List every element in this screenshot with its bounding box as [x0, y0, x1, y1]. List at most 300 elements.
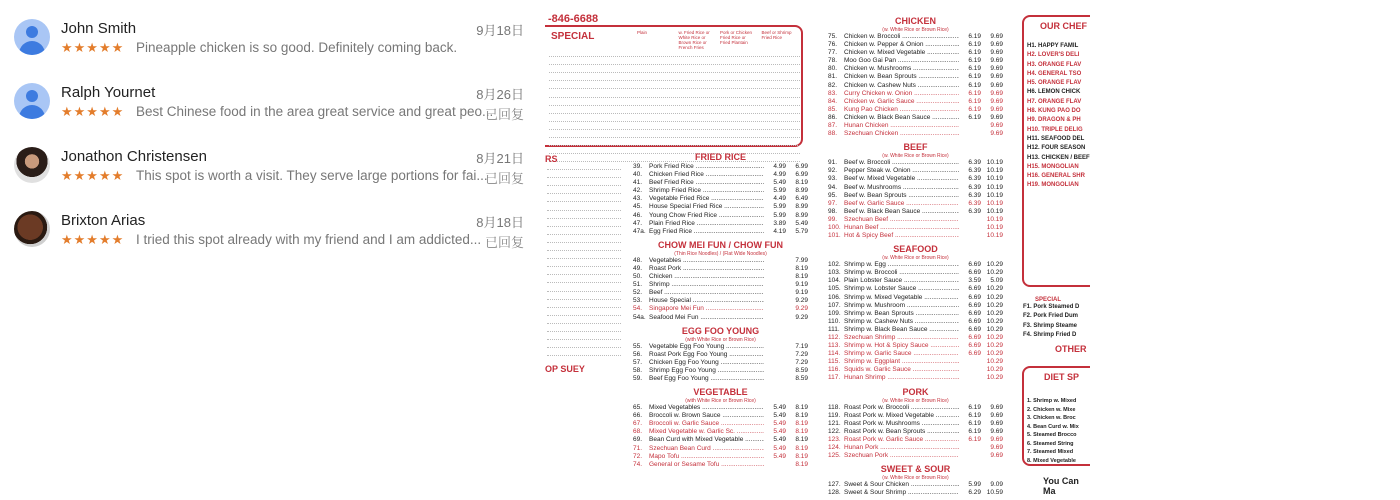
- menu-footer: You Can Ma: [1043, 476, 1079, 496]
- item-number: 78.: [828, 57, 838, 65]
- item-name: Broccoli w. Garlic Sauce .....: [649, 420, 764, 428]
- menu-item: [828, 318, 1003, 326]
- item-name: Mixed Vegetable w. Garlic Sc. .....: [649, 428, 764, 436]
- menu-row-filler: [547, 308, 621, 316]
- item-number: 116.: [828, 366, 841, 374]
- item-price-pt: [764, 265, 786, 273]
- menu-item: [828, 192, 1003, 200]
- menu-item: [633, 187, 808, 195]
- item-price-qt: 9.19: [795, 289, 808, 297]
- item-price-pt: [959, 224, 981, 232]
- item-number: 51.: [633, 281, 643, 289]
- menu-item: [828, 261, 1003, 269]
- item-price-qt: 9.69: [990, 89, 1003, 97]
- item-name: Mapo Tofu .....: [649, 453, 764, 461]
- menu-item: [828, 404, 1003, 412]
- item-name: Szechuan Shrimp .....: [844, 334, 959, 342]
- menu-item: H5. ORANGE FLAV: [1027, 80, 1082, 87]
- menu-item: H6. LEMON CHICK: [1027, 89, 1081, 96]
- menu-item: [633, 273, 808, 281]
- item-number: 46.: [633, 211, 643, 219]
- item-name: Beef w. Black Bean Sauce .....: [844, 208, 959, 216]
- item-price-qt: 5.79: [795, 227, 808, 235]
- chef-box: [1022, 15, 1090, 287]
- review-item[interactable]: [0, 194, 540, 258]
- item-number: 98.: [828, 207, 838, 215]
- item-name: Bean Curd with Mixed Vegetable .....: [649, 436, 764, 444]
- menu-item: H19. MONGOLIAN: [1027, 182, 1079, 189]
- menu-item: H1. HAPPY FAMIL: [1027, 43, 1079, 49]
- item-number: 42.: [633, 187, 643, 195]
- item-price-pt: 6.19: [968, 411, 981, 419]
- item-price-pt: 6.19: [968, 65, 981, 73]
- item-price-qt: 9.69: [990, 452, 1003, 460]
- item-name: Pork Fried Rice .....: [649, 163, 764, 171]
- menu-item: [828, 326, 1003, 334]
- item-name: Shrimp w. Bean Sprouts .....: [844, 310, 959, 318]
- menu-item: [633, 257, 808, 265]
- avatar[interactable]: [14, 83, 50, 119]
- menu-row-filler: [547, 162, 621, 170]
- menu-item: 1. Shrimp w. Mixed: [1027, 398, 1077, 404]
- item-name: Hunan Beef .....: [844, 224, 959, 232]
- item-price-pt: 6.39: [968, 159, 981, 167]
- section-subtitle: (w. White Rice or Brown Rice): [882, 475, 949, 482]
- item-name: Shrimp w. Egg .....: [844, 261, 959, 269]
- review-item[interactable]: [0, 130, 540, 194]
- item-number: 110.: [828, 317, 841, 325]
- item-number: 94.: [828, 183, 838, 191]
- menu-item: [828, 106, 1003, 114]
- star-rating: ★★★★★: [61, 104, 125, 119]
- menu-item: [828, 294, 1003, 302]
- menu-row-filler: [547, 292, 621, 300]
- item-price-qt: 9.69: [990, 97, 1003, 105]
- menu-item: [633, 461, 808, 469]
- item-price-pt: 6.69: [968, 309, 981, 317]
- item-price-pt: [764, 351, 786, 359]
- reviewer-name: John Smith: [61, 20, 137, 37]
- item-number: 93.: [828, 175, 838, 183]
- item-number: 80.: [828, 65, 838, 73]
- menu-item: [633, 220, 808, 228]
- item-name: Shrimp w. Eggplant .....: [844, 358, 959, 366]
- item-number: 115.: [828, 358, 841, 366]
- item-name: Szechuan Bean Curd .....: [649, 445, 764, 453]
- item-number: 68.: [633, 428, 643, 436]
- item-price-pt: 5.49: [773, 452, 786, 460]
- menu-item: [828, 452, 1003, 460]
- item-price-qt: 10.29: [986, 325, 1003, 333]
- item-price-qt: 8.19: [795, 273, 808, 281]
- item-name: Hot & Spicy Beef .....: [844, 232, 959, 240]
- item-name: Moo Goo Gai Pan .....: [844, 57, 959, 65]
- menu-item: [633, 203, 808, 211]
- item-number: 67.: [633, 420, 643, 428]
- menu-row-filler: [549, 106, 800, 114]
- item-price-qt: 6.99: [795, 163, 808, 170]
- item-price-qt: 10.19: [986, 207, 1003, 215]
- review-item[interactable]: [0, 2, 540, 66]
- section-title: FRIED RICE: [694, 152, 746, 162]
- menu-item: [828, 342, 1003, 350]
- menu-item: [828, 90, 1003, 98]
- item-price-qt: 9.19: [795, 281, 808, 289]
- item-name: Szechuan Pork .....: [844, 452, 959, 460]
- menu-item: [633, 453, 808, 461]
- item-name: Kung Pao Chicken .....: [844, 106, 959, 114]
- item-price-qt: 5.09: [990, 277, 1003, 285]
- replied-status: 已回复: [484, 235, 524, 250]
- item-price-pt: 6.19: [968, 105, 981, 113]
- item-price-qt: 9.29: [795, 313, 808, 321]
- menu-item: [828, 73, 1003, 81]
- item-number: 53.: [633, 297, 643, 305]
- item-price-qt: 9.69: [990, 105, 1003, 113]
- item-number: 81.: [828, 73, 838, 81]
- menu-item: 6. Steamed String: [1027, 440, 1074, 447]
- review-date: 9月18日: [476, 23, 524, 38]
- item-name: Hunan Chicken .....: [844, 122, 959, 130]
- item-number: 50.: [633, 273, 643, 281]
- item-price-pt: [959, 122, 981, 130]
- item-price-pt: [764, 297, 786, 305]
- menu-item: [633, 195, 808, 203]
- menu-item: [633, 351, 808, 359]
- item-number: 103.: [828, 269, 841, 277]
- item-name: Vegetable Fried Rice .....: [649, 195, 764, 203]
- item-price-pt: 6.19: [968, 49, 981, 57]
- item-number: 69.: [633, 436, 643, 444]
- menu-row-filler: [549, 73, 800, 81]
- menu-item: [828, 277, 1003, 285]
- item-price-pt: 6.19: [968, 419, 981, 427]
- menu-row-filler: [547, 267, 621, 275]
- item-name: Roast Pork w. Bean Sprouts .....: [844, 428, 959, 436]
- item-price-pt: 6.39: [968, 175, 981, 183]
- item-name: Shrimp Egg Foo Young .....: [649, 367, 764, 375]
- menu-row-filler: [549, 114, 800, 122]
- item-name: Broccoli w. Brown Sauce .....: [649, 412, 764, 420]
- item-number: 97.: [828, 199, 838, 207]
- item-price-qt: 10.29: [986, 301, 1003, 309]
- item-price-pt: 5.99: [773, 203, 786, 211]
- menu-row-filler: [549, 138, 800, 146]
- item-price-pt: [764, 281, 786, 289]
- item-number: 86.: [828, 113, 838, 121]
- item-price-pt: 6.39: [968, 183, 981, 191]
- item-price-pt: 6.19: [968, 97, 981, 105]
- item-price-pt: [764, 257, 786, 265]
- item-price-pt: [764, 305, 786, 313]
- other-title: OTHER: [1055, 344, 1087, 354]
- item-price-pt: [959, 232, 981, 240]
- item-price-qt: 10.29: [986, 334, 1003, 341]
- item-price-qt: 10.29: [986, 269, 1003, 277]
- item-number: 99.: [828, 215, 838, 223]
- special-col-header: Pork or Chicken Fried Rice or Fried Plantain: [720, 30, 753, 45]
- item-number: 82.: [828, 81, 838, 89]
- menu-item: H3. ORANGE FLAV: [1027, 61, 1082, 68]
- reviews-list: [0, 0, 540, 500]
- menu-item: [828, 436, 1003, 444]
- menu-item: [828, 350, 1003, 358]
- item-number: 102.: [828, 261, 841, 269]
- menu-item: [633, 281, 808, 289]
- item-price-qt: 6.99: [795, 171, 808, 179]
- menu-item: [828, 302, 1003, 310]
- item-number: 91.: [828, 159, 838, 167]
- item-price-pt: 6.69: [968, 325, 981, 333]
- item-price-qt: 9.69: [990, 81, 1003, 89]
- menu-item: [633, 420, 808, 428]
- item-number: 54.: [633, 305, 643, 313]
- menu-item: [828, 122, 1003, 130]
- avatar[interactable]: [14, 19, 50, 55]
- section-subtitle: (w. White Rice or Brown Rice): [882, 255, 949, 262]
- menu-item: F3. Shrimp Steame: [1023, 322, 1078, 329]
- item-price-pt: 3.89: [773, 219, 786, 227]
- item-number: 56.: [633, 350, 643, 358]
- menu-item: [828, 428, 1003, 436]
- item-price-qt: 8.99: [795, 211, 808, 219]
- item-price-qt: 9.69: [990, 444, 1003, 452]
- item-name: Chicken w. Garlic Sauce .....: [844, 98, 959, 106]
- item-number: 47a.: [633, 227, 646, 235]
- item-price-pt: 6.19: [968, 427, 981, 435]
- menu-row-filler: [547, 283, 621, 291]
- section-title: EGG FOO YOUNG: [681, 325, 760, 336]
- item-price-qt: 10.29: [986, 358, 1003, 366]
- replied-status: 已回复: [484, 107, 524, 122]
- item-name: House Special .....: [649, 297, 764, 305]
- item-price-qt: 7.29: [795, 358, 808, 366]
- item-name: Hunan Shrimp .....: [844, 374, 959, 382]
- item-number: 54a.: [633, 313, 646, 321]
- item-price-qt: 9.69: [990, 57, 1003, 65]
- menu-row-filler: [547, 324, 621, 332]
- menu-item: [828, 420, 1003, 428]
- item-number: 40.: [633, 171, 643, 179]
- item-price-qt: 8.19: [795, 428, 808, 436]
- item-price-pt: 6.39: [968, 207, 981, 215]
- section-subtitle: (Thin Rice Noodles) / (Flat Wide Noodles): [674, 250, 767, 257]
- item-price-pt: 6.39: [968, 167, 981, 175]
- item-name: Shrimp w. Black Bean Sauce .....: [844, 326, 959, 334]
- item-name: Beef w. Bean Sprouts .....: [844, 192, 959, 200]
- col1-title2: OP SUEY: [545, 364, 585, 374]
- item-price-pt: [959, 358, 981, 366]
- menu-item: H7. ORANGE FLAV: [1027, 98, 1082, 105]
- item-number: 122.: [828, 427, 841, 435]
- menu-item: F2. Pork Fried Dum: [1023, 313, 1079, 320]
- item-name: Sweet & Sour Shrimp .....: [844, 489, 959, 497]
- menu-row-filler: [549, 57, 800, 65]
- item-price-pt: 6.19: [968, 403, 981, 411]
- menu-item: [828, 232, 1003, 240]
- review-text: Best Chinese food in the area great service and great peo...: [136, 104, 494, 119]
- item-name: Shrimp w. Hot & Spicy Sauce .....: [844, 342, 959, 350]
- item-number: 121.: [828, 419, 841, 427]
- menu-item: [828, 444, 1003, 452]
- avatar[interactable]: [14, 147, 50, 183]
- item-number: 101.: [828, 232, 841, 240]
- menu-item: 7. Steamed Mixed: [1027, 449, 1074, 456]
- menu-item: [828, 33, 1003, 41]
- review-text: Pineapple chicken is so good. Definitely coming back.: [136, 40, 458, 55]
- item-price-qt: 9.09: [990, 481, 1003, 489]
- menu-row-filler: [547, 243, 621, 251]
- item-number: 72.: [633, 452, 643, 460]
- item-price-pt: [764, 375, 786, 383]
- item-number: 100.: [828, 223, 841, 231]
- item-price-pt: [959, 452, 981, 460]
- item-number: 124.: [828, 444, 841, 452]
- menu-row-filler: [547, 348, 621, 356]
- item-name: Szechuan Beef .....: [844, 216, 959, 224]
- menu-item: [633, 297, 808, 305]
- item-number: 125.: [828, 452, 841, 460]
- item-name: Chicken w. Mixed Vegetable .....: [844, 49, 959, 57]
- item-price-qt: 10.19: [986, 199, 1003, 207]
- item-price-pt: 6.69: [968, 261, 981, 269]
- menu-row-filler: [547, 235, 621, 243]
- menu-item: [828, 200, 1003, 208]
- menu-item: [828, 49, 1003, 57]
- item-number: 95.: [828, 191, 838, 199]
- special-title: SPECIAL: [551, 31, 595, 42]
- item-number: 74.: [633, 460, 643, 468]
- menu-row-filler: [547, 219, 621, 227]
- item-name: Young Chow Fried Rice .....: [649, 212, 764, 220]
- menu-row-filler: [549, 130, 800, 138]
- item-price-qt: 9.69: [990, 403, 1003, 411]
- item-price-pt: [764, 273, 786, 281]
- item-price-qt: 10.29: [986, 293, 1003, 301]
- avatar[interactable]: [14, 211, 50, 247]
- item-name: House Special Fried Rice .....: [649, 203, 764, 211]
- item-price-pt: 5.49: [773, 428, 786, 436]
- item-price-pt: [764, 367, 786, 375]
- item-number: 109.: [828, 309, 841, 317]
- item-name: General or Sesame Tofu .....: [649, 461, 764, 469]
- item-price-pt: 4.99: [773, 163, 786, 170]
- item-price-qt: 8.19: [795, 452, 808, 460]
- item-price-qt: 9.69: [990, 411, 1003, 419]
- star-rating: ★★★★★: [61, 168, 125, 183]
- item-price-qt: 10.29: [986, 374, 1003, 382]
- item-price-pt: 6.69: [968, 317, 981, 325]
- item-number: 41.: [633, 179, 643, 187]
- item-name: Seafood Mei Fun .....: [649, 314, 764, 322]
- chef-special: SPECIAL: [1035, 297, 1062, 303]
- menu-phone: -846-6688: [548, 13, 599, 25]
- item-number: 88.: [828, 130, 838, 138]
- item-price-qt: 10.19: [986, 175, 1003, 183]
- item-name: Beef w. Mixed Vegetable .....: [844, 175, 959, 183]
- item-number: 117.: [828, 374, 841, 382]
- item-name: Beef Egg Foo Young .....: [649, 375, 764, 383]
- item-number: 127.: [828, 481, 841, 489]
- section-title: VEGETABLE: [693, 387, 748, 398]
- section-subtitle: (with White Rice or Brown Rice): [685, 336, 756, 343]
- menu-item: [633, 375, 808, 383]
- item-price-qt: 9.29: [795, 297, 808, 305]
- item-price-qt: 10.19: [986, 223, 1003, 231]
- item-price-pt: 6.69: [968, 269, 981, 277]
- chef-title: OUR CHEF: [1040, 21, 1087, 31]
- item-number: 57.: [633, 358, 643, 366]
- menu-item: [828, 159, 1003, 167]
- menu-item: [828, 114, 1003, 122]
- item-name: Shrimp w. Mushroom .....: [844, 302, 959, 310]
- item-price-pt: 6.19: [968, 33, 981, 40]
- item-price-pt: [959, 444, 981, 452]
- menu-image: [545, 0, 1090, 500]
- menu-item: [828, 208, 1003, 216]
- menu-item: [828, 65, 1003, 73]
- item-number: 71.: [633, 444, 643, 452]
- item-price-pt: [764, 359, 786, 367]
- item-price-qt: 8.59: [795, 366, 808, 374]
- item-name: Squids w. Garlic Sauce .....: [844, 366, 959, 374]
- item-price-pt: 4.49: [773, 195, 786, 203]
- menu-item: [828, 310, 1003, 318]
- item-name: Shrimp w. Lobster Sauce .....: [844, 285, 959, 293]
- item-number: 45.: [633, 203, 643, 211]
- item-price-qt: 10.19: [986, 232, 1003, 240]
- item-number: 111.: [828, 325, 840, 333]
- item-number: 105.: [828, 285, 841, 293]
- special-col-header: w. Fried Rice or White Rice or Brown Rice or French Fries: [678, 30, 710, 50]
- item-price-pt: 6.19: [968, 41, 981, 49]
- item-name: Szechuan Chicken .....: [844, 130, 959, 138]
- item-price-qt: 8.19: [795, 444, 808, 452]
- menu-item: [828, 366, 1003, 374]
- item-number: 58.: [633, 366, 643, 374]
- item-price-qt: 9.69: [990, 41, 1003, 49]
- menu-row-filler: [549, 98, 800, 106]
- menu-item: H9. DRAGON & PH: [1027, 117, 1081, 124]
- menu-item: H4. GENERAL TSO: [1027, 70, 1082, 77]
- item-name: Chicken w. Pepper & Onion .....: [844, 41, 959, 49]
- item-price-qt: 10.19: [986, 215, 1003, 223]
- section-subtitle: (w. White Rice or Brown Rice): [882, 153, 949, 160]
- item-name: Sweet & Sour Chicken .....: [844, 481, 959, 489]
- review-date: 8月26日: [476, 87, 524, 102]
- section-subtitle: (w. White Rice or Brown Rice): [882, 27, 949, 33]
- item-price-qt: 10.19: [986, 183, 1003, 191]
- menu-row-filler: [549, 89, 800, 97]
- review-item[interactable]: [0, 66, 540, 130]
- item-number: 118.: [828, 403, 841, 411]
- item-price-qt: 9.69: [990, 65, 1003, 73]
- section-title: BEEF: [903, 142, 928, 153]
- menu-row-filler: [547, 227, 621, 235]
- menu-item: [828, 130, 1003, 138]
- menu-item: [633, 445, 808, 453]
- item-price-qt: 8.19: [795, 179, 808, 187]
- menu-row-filler: [547, 178, 621, 186]
- item-price-pt: 5.99: [968, 481, 981, 489]
- item-number: 76.: [828, 41, 838, 49]
- item-name: Hunan Pork .....: [844, 444, 959, 452]
- item-price-pt: [764, 314, 786, 322]
- item-price-qt: 8.19: [795, 404, 808, 412]
- item-name: Shrimp w. Mixed Vegetable .....: [844, 294, 959, 302]
- menu-item: [633, 212, 808, 220]
- item-price-pt: 6.19: [968, 113, 981, 121]
